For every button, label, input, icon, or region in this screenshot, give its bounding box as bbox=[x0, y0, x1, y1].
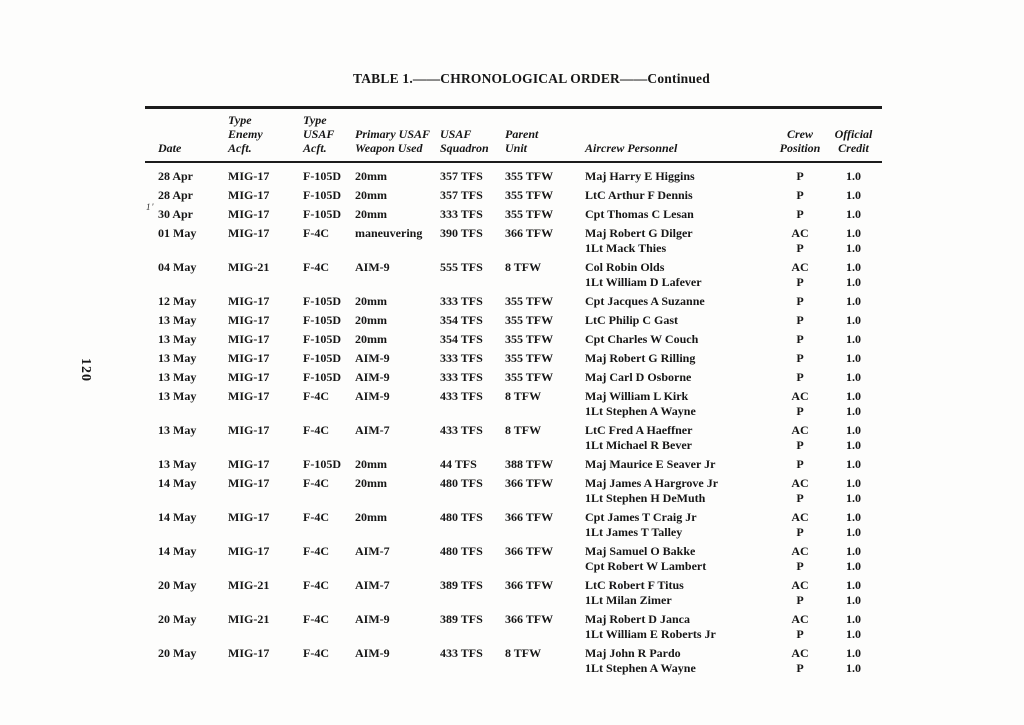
table-row bbox=[145, 578, 882, 608]
cell-crew-position: AC P bbox=[791, 645, 809, 675]
cell-usaf-aircraft-type: F-4C bbox=[303, 611, 329, 626]
cell-weapon-used: AIM-7 bbox=[355, 577, 390, 592]
cell-enemy-aircraft-type: MIG-17 bbox=[228, 168, 270, 183]
cell-aircrew-personnel: Maj Carl D Osborne bbox=[585, 369, 692, 384]
cell-aircrew-personnel: Maj Robert D Janca 1Lt William E Roberts Jr bbox=[585, 611, 716, 641]
cell-official-credit: 1.0 1.0 bbox=[846, 543, 861, 573]
cell-enemy-aircraft-type: MIG-17 bbox=[228, 206, 270, 221]
cell-date: 20 May bbox=[158, 645, 197, 660]
cell-aircrew-personnel: Maj Harry E Higgins bbox=[585, 168, 695, 183]
cell-date: 04 May bbox=[158, 259, 197, 274]
cell-official-credit: 1.0 bbox=[846, 293, 861, 308]
table-row bbox=[145, 188, 882, 203]
cell-date: 14 May bbox=[158, 543, 197, 558]
cell-weapon-used: maneuvering bbox=[355, 225, 423, 240]
cell-enemy-aircraft-type: MIG-21 bbox=[228, 611, 270, 626]
cell-date: 13 May bbox=[158, 312, 197, 327]
cell-usaf-aircraft-type: F-4C bbox=[303, 422, 329, 437]
cell-usaf-aircraft-type: F-4C bbox=[303, 225, 329, 240]
cell-aircrew-personnel: Cpt Charles W Couch bbox=[585, 331, 699, 346]
cell-weapon-used: AIM-7 bbox=[355, 543, 390, 558]
table-title: TABLE 1.——CHRONOLOGICAL ORDER——Continued bbox=[353, 71, 710, 86]
cell-date: 12 May bbox=[158, 293, 197, 308]
cell-parent-unit: 366 TFW bbox=[505, 225, 554, 240]
cell-usaf-aircraft-type: F-4C bbox=[303, 509, 329, 524]
cell-crew-position: AC P bbox=[791, 611, 809, 641]
cell-crew-position: P bbox=[796, 456, 804, 471]
cell-crew-position: P bbox=[796, 293, 804, 308]
cell-aircrew-personnel: Maj Samuel O Bakke Cpt Robert W Lambert bbox=[585, 543, 707, 573]
table-row bbox=[145, 169, 882, 184]
cell-weapon-used: 20mm bbox=[355, 509, 387, 524]
cell-usaf-squadron: 357 TFS bbox=[440, 187, 483, 202]
cell-enemy-aircraft-type: MIG-17 bbox=[228, 331, 270, 346]
cell-parent-unit: 388 TFW bbox=[505, 456, 554, 471]
table-row bbox=[145, 294, 882, 309]
cell-usaf-aircraft-type: F-105D bbox=[303, 456, 341, 471]
cell-weapon-used: AIM-9 bbox=[355, 350, 390, 365]
cell-enemy-aircraft-type: MIG-17 bbox=[228, 509, 270, 524]
table-row bbox=[145, 351, 882, 366]
cell-enemy-aircraft-type: MIG-17 bbox=[228, 422, 270, 437]
cell-official-credit: 1.0 bbox=[846, 187, 861, 202]
cell-enemy-aircraft-type: MIG-17 bbox=[228, 543, 270, 558]
cell-usaf-squadron: 555 TFS bbox=[440, 259, 483, 274]
cell-parent-unit: 355 TFW bbox=[505, 312, 554, 327]
cell-weapon-used: 20mm bbox=[355, 331, 387, 346]
header-type-enemy-acft: Type Enemy Acft. bbox=[228, 112, 263, 155]
cell-usaf-squadron: 480 TFS bbox=[440, 543, 483, 558]
cell-date: 20 May bbox=[158, 611, 197, 626]
cell-enemy-aircraft-type: MIG-21 bbox=[228, 259, 270, 274]
cell-usaf-squadron: 333 TFS bbox=[440, 293, 483, 308]
table-body bbox=[145, 163, 882, 676]
table-row bbox=[145, 260, 882, 290]
table-row bbox=[145, 612, 882, 642]
cell-usaf-aircraft-type: F-105D bbox=[303, 168, 341, 183]
cell-crew-position: P bbox=[796, 350, 804, 365]
cell-official-credit: 1.0 1.0 bbox=[846, 225, 861, 255]
cell-date: 13 May bbox=[158, 422, 197, 437]
cell-usaf-squadron: 390 TFS bbox=[440, 225, 483, 240]
cell-crew-position: P bbox=[796, 187, 804, 202]
cell-aircrew-personnel: Maj William L Kirk 1Lt Stephen A Wayne bbox=[585, 388, 696, 418]
cell-enemy-aircraft-type: MIG-17 bbox=[228, 369, 270, 384]
cell-weapon-used: AIM-9 bbox=[355, 611, 390, 626]
page-number: 120 bbox=[78, 358, 93, 382]
cell-crew-position: AC P bbox=[791, 259, 809, 289]
header-aircrew-personnel: Aircrew Personnel bbox=[585, 140, 678, 155]
cell-usaf-squadron: 333 TFS bbox=[440, 369, 483, 384]
cell-usaf-squadron: 333 TFS bbox=[440, 206, 483, 221]
cell-weapon-used: AIM-9 bbox=[355, 259, 390, 274]
cell-official-credit: 1.0 bbox=[846, 331, 861, 346]
cell-aircrew-personnel: LtC Fred A Haeffner 1Lt Michael R Bever bbox=[585, 422, 693, 452]
cell-usaf-aircraft-type: F-105D bbox=[303, 369, 341, 384]
cell-crew-position: AC P bbox=[791, 577, 809, 607]
cell-usaf-squadron: 389 TFS bbox=[440, 577, 483, 592]
cell-usaf-squadron: 333 TFS bbox=[440, 350, 483, 365]
cell-date: 13 May bbox=[158, 350, 197, 365]
cell-parent-unit: 355 TFW bbox=[505, 369, 554, 384]
cell-aircrew-personnel: Maj Robert G Dilger 1Lt Mack Thies bbox=[585, 225, 693, 255]
cell-enemy-aircraft-type: MIG-17 bbox=[228, 645, 270, 660]
cell-parent-unit: 8 TFW bbox=[505, 259, 542, 274]
cell-usaf-squadron: 354 TFS bbox=[440, 331, 483, 346]
cell-parent-unit: 8 TFW bbox=[505, 645, 542, 660]
cell-date: 28 Apr bbox=[158, 168, 194, 183]
cell-crew-position: AC P bbox=[791, 543, 809, 573]
cell-usaf-squadron: 433 TFS bbox=[440, 388, 483, 403]
cell-parent-unit: 366 TFW bbox=[505, 543, 554, 558]
cell-date: 1' 30 Apr bbox=[146, 201, 194, 221]
cell-usaf-aircraft-type: F-105D bbox=[303, 187, 341, 202]
cell-usaf-aircraft-type: F-105D bbox=[303, 350, 341, 365]
cell-official-credit: 1.0 1.0 bbox=[846, 422, 861, 452]
cell-date: 13 May bbox=[158, 331, 197, 346]
cell-parent-unit: 355 TFW bbox=[505, 187, 554, 202]
cell-date: 14 May bbox=[158, 509, 197, 524]
cell-official-credit: 1.0 1.0 bbox=[846, 645, 861, 675]
cell-usaf-squadron: 480 TFS bbox=[440, 509, 483, 524]
cell-enemy-aircraft-type: MIG-17 bbox=[228, 456, 270, 471]
header-type-usaf-acft: Type USAF Acft. bbox=[303, 112, 335, 155]
table-row bbox=[145, 646, 882, 676]
cell-usaf-aircraft-type: F-105D bbox=[303, 331, 341, 346]
cell-crew-position: P bbox=[796, 168, 804, 183]
cell-date: 13 May bbox=[158, 456, 197, 471]
table-row bbox=[145, 510, 882, 540]
cell-aircrew-personnel: Maj Robert G Rilling bbox=[585, 350, 696, 365]
cell-crew-position: AC P bbox=[791, 509, 809, 539]
cell-enemy-aircraft-type: MIG-17 bbox=[228, 388, 270, 403]
cell-weapon-used: AIM-7 bbox=[355, 422, 390, 437]
table-row bbox=[145, 201, 882, 222]
cell-crew-position: AC P bbox=[791, 225, 809, 255]
cell-weapon-used: AIM-9 bbox=[355, 388, 390, 403]
cell-usaf-squadron: 354 TFS bbox=[440, 312, 483, 327]
cell-aircrew-personnel: Cpt Thomas C Lesan bbox=[585, 206, 694, 221]
handwritten-mark: 1' bbox=[146, 201, 155, 212]
table-row bbox=[145, 423, 882, 453]
cell-weapon-used: 20mm bbox=[355, 168, 387, 183]
cell-usaf-squadron: 433 TFS bbox=[440, 645, 483, 660]
cell-official-credit: 1.0 1.0 bbox=[846, 577, 861, 607]
cell-usaf-squadron: 44 TFS bbox=[440, 456, 477, 471]
header-primary-weapon: Primary USAF Weapon Used bbox=[355, 126, 431, 155]
cell-parent-unit: 8 TFW bbox=[505, 422, 542, 437]
cell-parent-unit: 366 TFW bbox=[505, 611, 554, 626]
cell-official-credit: 1.0 1.0 bbox=[846, 475, 861, 505]
cell-enemy-aircraft-type: MIG-17 bbox=[228, 293, 270, 308]
cell-aircrew-personnel: Cpt Jacques A Suzanne bbox=[585, 293, 705, 308]
cell-official-credit: 1.0 1.0 bbox=[846, 388, 861, 418]
cell-usaf-aircraft-type: F-4C bbox=[303, 543, 329, 558]
cell-parent-unit: 355 TFW bbox=[505, 206, 554, 221]
chronological-order-table bbox=[145, 106, 882, 680]
table-row bbox=[145, 226, 882, 256]
table-row bbox=[145, 313, 882, 328]
cell-aircrew-personnel: Cpt James T Craig Jr 1Lt James T Talley bbox=[585, 509, 697, 539]
cell-parent-unit: 366 TFW bbox=[505, 475, 554, 490]
cell-usaf-squadron: 389 TFS bbox=[440, 611, 483, 626]
cell-parent-unit: 366 TFW bbox=[505, 509, 554, 524]
cell-official-credit: 1.0 1.0 bbox=[846, 259, 861, 289]
cell-official-credit: 1.0 1.0 bbox=[846, 611, 861, 641]
cell-crew-position: P bbox=[796, 312, 804, 327]
cell-date: 13 May bbox=[158, 388, 197, 403]
cell-weapon-used: 20mm bbox=[355, 206, 387, 221]
cell-parent-unit: 355 TFW bbox=[505, 168, 554, 183]
cell-usaf-aircraft-type: F-105D bbox=[303, 206, 341, 221]
cell-official-credit: 1.0 bbox=[846, 369, 861, 384]
table-row bbox=[145, 389, 882, 419]
cell-date: 14 May bbox=[158, 475, 197, 490]
cell-usaf-aircraft-type: F-105D bbox=[303, 312, 341, 327]
cell-usaf-aircraft-type: F-4C bbox=[303, 645, 329, 660]
header-crew-position: Crew Position bbox=[779, 126, 821, 155]
cell-weapon-used: 20mm bbox=[355, 293, 387, 308]
cell-official-credit: 1.0 bbox=[846, 312, 861, 327]
cell-usaf-aircraft-type: F-4C bbox=[303, 388, 329, 403]
cell-official-credit: 1.0 bbox=[846, 350, 861, 365]
cell-enemy-aircraft-type: MIG-17 bbox=[228, 225, 270, 240]
cell-usaf-aircraft-type: F-105D bbox=[303, 293, 341, 308]
cell-official-credit: 1.0 bbox=[846, 206, 861, 221]
cell-usaf-aircraft-type: F-4C bbox=[303, 577, 329, 592]
cell-enemy-aircraft-type: MIG-17 bbox=[228, 475, 270, 490]
cell-usaf-squadron: 433 TFS bbox=[440, 422, 483, 437]
cell-parent-unit: 355 TFW bbox=[505, 331, 554, 346]
cell-date: 28 Apr bbox=[158, 187, 194, 202]
table-header-row bbox=[145, 109, 882, 161]
cell-weapon-used: 20mm bbox=[355, 456, 387, 471]
cell-aircrew-personnel: Col Robin Olds 1Lt William D Lafever bbox=[585, 259, 702, 289]
cell-parent-unit: 355 TFW bbox=[505, 293, 554, 308]
header-official-credit: Official Credit bbox=[834, 126, 873, 155]
cell-parent-unit: 355 TFW bbox=[505, 350, 554, 365]
cell-usaf-aircraft-type: F-4C bbox=[303, 475, 329, 490]
cell-crew-position: AC P bbox=[791, 388, 809, 418]
cell-aircrew-personnel: Maj Maurice E Seaver Jr bbox=[585, 456, 716, 471]
cell-weapon-used: 20mm bbox=[355, 187, 387, 202]
table-row bbox=[145, 544, 882, 574]
cell-aircrew-personnel: LtC Arthur F Dennis bbox=[585, 187, 693, 202]
cell-crew-position: P bbox=[796, 369, 804, 384]
cell-enemy-aircraft-type: MIG-21 bbox=[228, 577, 270, 592]
cell-official-credit: 1.0 1.0 bbox=[846, 509, 861, 539]
cell-aircrew-personnel: Maj James A Hargrove Jr 1Lt Stephen H DeMuth bbox=[585, 475, 719, 505]
cell-usaf-squadron: 357 TFS bbox=[440, 168, 483, 183]
table-row bbox=[145, 332, 882, 347]
cell-weapon-used: AIM-9 bbox=[355, 369, 390, 384]
cell-date: 20 May bbox=[158, 577, 197, 592]
cell-official-credit: 1.0 bbox=[846, 456, 861, 471]
cell-enemy-aircraft-type: MIG-17 bbox=[228, 312, 270, 327]
cell-usaf-squadron: 480 TFS bbox=[440, 475, 483, 490]
cell-enemy-aircraft-type: MIG-17 bbox=[228, 350, 270, 365]
cell-official-credit: 1.0 bbox=[846, 168, 861, 183]
cell-aircrew-personnel: Maj John R Pardo 1Lt Stephen A Wayne bbox=[585, 645, 696, 675]
cell-crew-position: P bbox=[796, 206, 804, 221]
header-parent-unit: Parent Unit bbox=[505, 126, 539, 155]
cell-crew-position: AC P bbox=[791, 475, 809, 505]
table-row bbox=[145, 457, 882, 472]
cell-weapon-used: AIM-9 bbox=[355, 645, 390, 660]
cell-parent-unit: 366 TFW bbox=[505, 577, 554, 592]
cell-crew-position: AC P bbox=[791, 422, 809, 452]
cell-aircrew-personnel: LtC Robert F Titus 1Lt Milan Zimer bbox=[585, 577, 684, 607]
cell-date: 13 May bbox=[158, 369, 197, 384]
cell-weapon-used: 20mm bbox=[355, 312, 387, 327]
cell-date: 01 May bbox=[158, 225, 197, 240]
table-row bbox=[145, 370, 882, 385]
cell-usaf-aircraft-type: F-4C bbox=[303, 259, 329, 274]
cell-parent-unit: 8 TFW bbox=[505, 388, 542, 403]
cell-aircrew-personnel: LtC Philip C Gast bbox=[585, 312, 679, 327]
header-usaf-squadron: USAF Squadron bbox=[440, 126, 489, 155]
cell-enemy-aircraft-type: MIG-17 bbox=[228, 187, 270, 202]
header-date: Date bbox=[158, 140, 182, 155]
cell-crew-position: P bbox=[796, 331, 804, 346]
table-row bbox=[145, 476, 882, 506]
cell-weapon-used: 20mm bbox=[355, 475, 387, 490]
